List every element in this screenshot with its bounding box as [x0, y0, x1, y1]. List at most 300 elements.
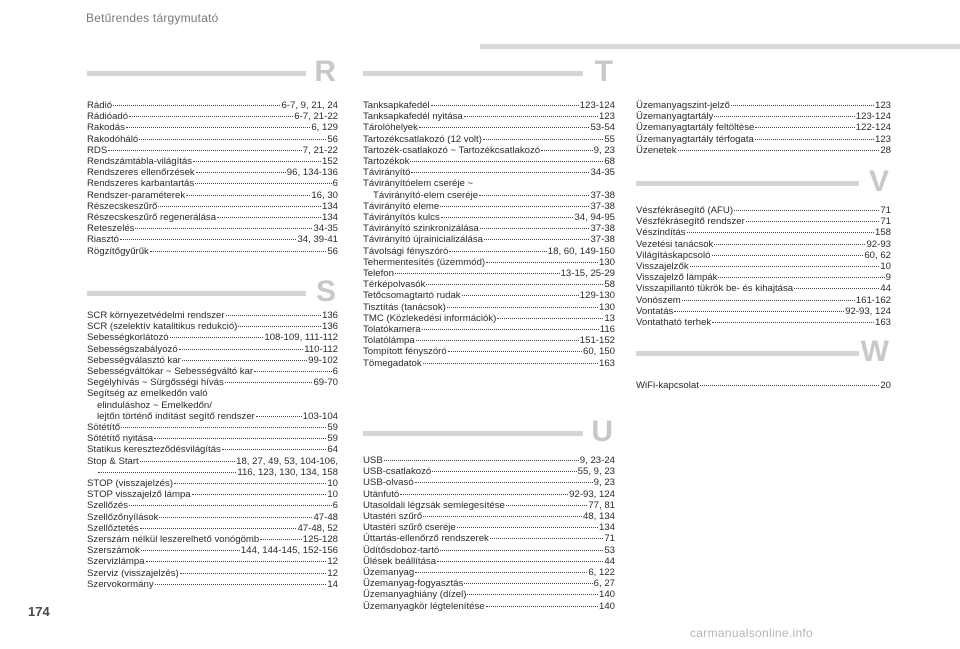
index-entry [363, 212, 615, 223]
entry-leader-dots [423, 363, 598, 364]
index-entry [87, 489, 338, 500]
entry-pages: 13-15, 25-29 [560, 268, 615, 280]
entry-term: Tanksapkafedél [363, 100, 430, 111]
entry-leader-dots [129, 116, 293, 117]
entry-leader-dots [193, 161, 321, 162]
entry-pages: 13 [604, 312, 615, 324]
entry-term: Tartozékok [363, 156, 410, 168]
entry-pages: 6 [332, 500, 338, 512]
entry-term: Rendszer-paraméterek [87, 189, 186, 201]
index-entry [363, 134, 615, 145]
entry-term: Vontatás [636, 305, 674, 317]
section-header-u [363, 415, 615, 455]
entry-term: Rakodás [87, 122, 125, 134]
entry-pages: 47-48, 52 [297, 522, 338, 534]
entry-leader-dots [480, 228, 590, 229]
entry-term: Visszajelző lámpák [636, 272, 718, 284]
index-entry [363, 190, 615, 201]
entry-pages: 123 [874, 133, 891, 145]
entry-pages: 34, 94-95 [574, 212, 615, 224]
entry-term: Rendszeres ellenőrzések [87, 167, 195, 179]
index-entry [87, 456, 338, 467]
index-entry [636, 261, 891, 272]
entry-pages: 134 [598, 522, 615, 534]
entry-pages: 6, 122 [588, 567, 615, 579]
entry-term: Üzemanyagtartály feltöltése [636, 122, 755, 134]
entry-term: Visszajelzők [636, 261, 689, 273]
section-bar [636, 181, 859, 186]
entry-leader-dots [674, 311, 844, 312]
entry-term: Üzemanyag-fogyasztás [363, 578, 464, 590]
entry-pages: 134 [321, 200, 338, 212]
index-entry [87, 422, 338, 433]
entry-pages: 71 [880, 216, 891, 228]
entry-leader-dots [120, 239, 296, 240]
section-header-t [363, 55, 615, 95]
entry-pages: 134 [321, 212, 338, 224]
index-entry [363, 466, 615, 477]
entry-term: Távolsági fényszóró [363, 245, 449, 257]
entry-term: Vezetési tanácsok [636, 238, 714, 250]
entry-term: Szellőzés [87, 500, 129, 512]
entry-pages: 64 [327, 444, 338, 456]
index-entry [636, 227, 891, 238]
entry-pages: 103-104 [302, 410, 338, 422]
entry-leader-dots [464, 583, 592, 584]
entry-pages: 37-38 [590, 189, 615, 201]
entry-term: Tisztítás (tanácsok) [363, 301, 446, 313]
entry-term: Úttartás-ellenőrző rendszerek [363, 533, 489, 545]
entry-leader-dots [448, 351, 582, 352]
index-entry [363, 313, 615, 324]
entry-leader-dots [440, 550, 603, 551]
entry-pages: 56 [327, 133, 338, 145]
index-entry [363, 167, 615, 178]
entry-leader-dots [108, 150, 302, 151]
index-entry [636, 272, 891, 283]
entry-pages: 53 [604, 544, 615, 556]
entry-pages: 116 [599, 324, 615, 336]
entry-term: Távirányítós kulcs [363, 212, 440, 224]
index-entry [87, 156, 338, 167]
entry-term: TMC (Közlekedési információk) [363, 312, 497, 324]
entry-pages: 34-35 [313, 223, 338, 235]
entry-term: Tartozékcsatlakozó (12 volt) [363, 133, 482, 145]
entry-term: Szellőztetés [87, 522, 139, 534]
entry-term: USB-olvasó [363, 477, 414, 489]
entry-term: Vészfékrásegítő (AFU) [636, 205, 734, 216]
index-entry [87, 366, 338, 377]
entry-term: Szerszámok [87, 545, 140, 557]
entry-pages: 6 [332, 178, 338, 190]
entry-term: lejtőn történő indítást segítő rendszer [97, 410, 255, 422]
entry-term: Segélyhívás ~ Sürgősségi hívás [87, 377, 224, 389]
entry-leader-dots [129, 505, 332, 506]
entry-leader-dots [441, 217, 574, 218]
entry-term: Reteszelés [87, 223, 135, 235]
entry-leader-dots [254, 371, 332, 372]
entry-leader-dots [182, 360, 307, 361]
entry-pages: 77, 81 [588, 499, 615, 511]
index-entry [636, 111, 891, 122]
section-letter: T [594, 55, 613, 88]
entry-pages: 161-162 [855, 294, 891, 306]
index-entry [363, 489, 615, 500]
index-entry [87, 201, 338, 212]
entry-term: Távirányítóelem cseréje ~ [363, 178, 474, 190]
entry-leader-dots [714, 116, 854, 117]
index-entry [87, 111, 338, 122]
index-entry [87, 568, 338, 579]
section-entries-u [363, 455, 615, 612]
entry-leader-dots [410, 161, 603, 162]
index-entry [363, 556, 615, 567]
entry-pages: 116, 123, 130, 134, 158 [237, 466, 338, 478]
entry-pages: 14 [327, 578, 338, 590]
entry-pages: 125-128 [302, 534, 338, 546]
entry-term: USB [363, 455, 383, 466]
entry-term: Rendszámtábla-világítás [87, 156, 193, 168]
entry-term: Sebességkorlátozó [87, 332, 169, 344]
entry-pages: 71 [880, 205, 891, 216]
entry-leader-dots [226, 315, 321, 316]
index-entry [87, 500, 338, 511]
entry-term: Tolatókamera [363, 324, 421, 336]
index-entry [87, 388, 338, 399]
entry-leader-dots [423, 516, 582, 517]
index-entry [87, 190, 338, 201]
entry-pages: 99-102 [308, 354, 338, 366]
entry-term: Sebességszabályozó [87, 343, 178, 355]
entry-leader-dots [490, 538, 603, 539]
index-entry [363, 533, 615, 544]
index-entry [87, 377, 338, 388]
entry-term: Üzenetek [636, 144, 677, 156]
entry-term: STOP (visszajelzés) [87, 478, 174, 490]
index-entry [363, 455, 615, 466]
entry-leader-dots [541, 150, 593, 151]
entry-term: Távirányító szinkronizálása [363, 223, 479, 235]
entry-leader-dots [422, 329, 599, 330]
index-entry [363, 257, 615, 268]
entry-leader-dots [395, 273, 560, 274]
entry-pages: 122-124 [855, 122, 891, 134]
entry-pages: 18, 27, 49, 53, 104-106, [236, 455, 338, 467]
entry-pages: 9, 23 [593, 477, 615, 489]
entry-pages: 144, 144-145, 152-156 [240, 545, 338, 557]
index-entry [363, 500, 615, 511]
entry-leader-dots [483, 139, 603, 140]
entry-leader-dots [180, 573, 327, 574]
entry-leader-dots [746, 221, 880, 222]
section-entries-v [636, 205, 891, 328]
index-entry [636, 216, 891, 227]
entry-leader-dots [755, 127, 854, 128]
entry-pages: 92-93, 124 [845, 305, 891, 317]
section-letter: V [868, 165, 889, 198]
entry-leader-dots [150, 251, 326, 252]
entry-pages: 37-38 [590, 200, 615, 212]
entry-pages: 140 [598, 600, 615, 612]
entry-term: Szellőzőnyílások [87, 511, 159, 523]
section-letter: U [591, 415, 613, 448]
index-entry [87, 344, 338, 355]
entry-leader-dots [687, 232, 874, 233]
entry-pages: 9, 23 [593, 144, 615, 156]
entry-leader-dots [700, 385, 879, 386]
entry-leader-dots [139, 139, 326, 140]
index-entry [363, 178, 615, 189]
section-header-w [636, 335, 891, 375]
entry-term: Sebességválasztó kar [87, 354, 181, 366]
index-entry [87, 433, 338, 444]
entry-term: Tárolóhelyek [363, 122, 418, 134]
entry-leader-dots [225, 382, 313, 383]
entry-term: Sebességváltókar ~ Sebességváltó kar [87, 366, 254, 378]
entry-leader-dots [179, 349, 304, 350]
entry-leader-dots [426, 284, 603, 285]
entry-term: Utastéri szűrő [363, 511, 423, 523]
entry-term: Térképolvasók [363, 279, 426, 291]
entry-leader-dots [437, 561, 603, 562]
section-header-v [636, 165, 891, 205]
entry-term: Telefon [363, 268, 394, 280]
entry-leader-dots [794, 288, 879, 289]
entry-leader-dots [192, 494, 327, 495]
entry-pages: 123 [598, 111, 615, 123]
entry-leader-dots [146, 561, 327, 562]
section-bar [87, 291, 306, 296]
entry-pages: 92-93 [866, 238, 891, 250]
entry-leader-dots [712, 322, 874, 323]
entry-term: Üzemanyagkör légtelenítése [363, 600, 485, 612]
index-entry [87, 145, 338, 156]
entry-pages: 20 [880, 380, 891, 391]
entry-leader-dots [174, 483, 326, 484]
entry-pages: 123 [874, 100, 891, 111]
index-entry [363, 290, 615, 301]
index-entry [636, 134, 891, 145]
entry-pages: 10 [327, 489, 338, 501]
entry-leader-dots [440, 206, 589, 207]
entry-leader-dots [141, 550, 240, 551]
entry-pages: 123-124 [855, 111, 891, 123]
index-entry [636, 250, 891, 261]
section-bar [363, 71, 583, 76]
index-entry [636, 295, 891, 306]
entry-leader-dots [712, 255, 864, 256]
entry-term: elinduláshoz ~ Emelkedőn/ [97, 399, 212, 411]
entry-leader-dots [484, 239, 589, 240]
entry-leader-dots [486, 262, 598, 263]
entry-term: Vészfékrásegítő rendszer [636, 216, 745, 228]
entry-leader-dots [497, 318, 603, 319]
entry-leader-dots [714, 244, 865, 245]
entry-pages: 44 [880, 283, 891, 295]
entry-pages: 152 [321, 156, 338, 168]
entry-pages: 59 [327, 422, 338, 434]
section-entries-u-cont [636, 100, 891, 156]
index-entry [363, 223, 615, 234]
index-entry [363, 268, 615, 279]
entry-pages: 71 [604, 533, 615, 545]
entry-leader-dots [467, 594, 598, 595]
index-entry [636, 239, 891, 250]
entry-pages: 7, 21-22 [302, 144, 338, 156]
entry-pages: 56 [327, 245, 338, 257]
entry-leader-dots [98, 472, 236, 473]
entry-leader-dots [121, 427, 326, 428]
entry-leader-dots [411, 172, 589, 173]
entry-pages: 12 [327, 567, 338, 579]
entry-term: Szervizlámpa [87, 556, 145, 568]
section-letter: R [314, 55, 336, 88]
entry-leader-dots [195, 183, 331, 184]
index-entry [87, 246, 338, 257]
entry-term: Vontatható terhek [636, 317, 712, 329]
index-entry [363, 578, 615, 589]
entry-leader-dots [415, 482, 593, 483]
entry-leader-dots [416, 340, 579, 341]
index-entry [87, 167, 338, 178]
index-entry [363, 511, 615, 522]
entry-leader-dots [479, 195, 589, 196]
entry-term: Utastéri szűrő cseréje [363, 522, 456, 534]
entry-term: Részecskeszűrő regenerálása [87, 212, 217, 224]
section-bar [87, 71, 306, 76]
entry-leader-dots [506, 505, 587, 506]
entry-leader-dots [256, 416, 302, 417]
entry-leader-dots [431, 105, 579, 106]
index-entry [87, 444, 338, 455]
index-entry [87, 545, 338, 556]
entry-leader-dots [457, 527, 598, 528]
index-entry [363, 477, 615, 488]
entry-term: Tolatólámpa [363, 335, 415, 347]
entry-term: Üzemanyag [363, 567, 415, 579]
entry-leader-dots [196, 172, 286, 173]
index-entry [87, 310, 338, 321]
entry-pages: 55 [604, 133, 615, 145]
section-entries-s [87, 310, 338, 590]
index-entry [636, 205, 891, 216]
entry-term: Rádióadó [87, 111, 129, 123]
index-entry [363, 100, 615, 111]
index-entry [87, 512, 338, 523]
index-entry [87, 321, 338, 332]
entry-pages: 136 [321, 310, 338, 321]
page-number: 174 [28, 604, 50, 619]
entry-term: Üzemanyaghiány (dízel) [363, 589, 467, 601]
entry-term: Utasoldali légzsák semlegesítése [363, 499, 505, 511]
entry-pages: 48, 134 [582, 511, 615, 523]
entry-term: Stop & Start [87, 455, 139, 467]
entry-term: Távirányító [363, 167, 411, 179]
index-entry [363, 156, 615, 167]
entry-pages: 18, 60, 149-150 [547, 245, 615, 257]
index-entry [363, 246, 615, 257]
index-entry [363, 589, 615, 600]
index-entry [87, 122, 338, 133]
entry-pages: 60, 62 [864, 249, 891, 261]
entry-pages: 28 [880, 144, 891, 156]
entry-leader-dots [682, 300, 855, 301]
entry-leader-dots [135, 228, 312, 229]
entry-pages: 6 [332, 366, 338, 378]
entry-leader-dots [734, 210, 879, 211]
index-entry [363, 522, 615, 533]
entry-pages: 53-54 [590, 122, 615, 134]
entry-term: RDS [87, 144, 108, 156]
entry-term: Rendszeres karbantartás [87, 178, 195, 190]
entry-term: Rádió [87, 100, 113, 111]
entry-leader-dots [447, 307, 598, 308]
entry-leader-dots [260, 539, 302, 540]
entry-term: Szerszám nélkül leszerelhető vonógömb [87, 534, 260, 546]
entry-pages: 140 [598, 589, 615, 601]
entry-leader-dots [462, 295, 579, 296]
index-entry [636, 380, 891, 391]
entry-term: Szerviz (visszajelzés) [87, 567, 179, 579]
entry-pages: 92-93, 124 [569, 488, 615, 500]
entry-term: Üzemanyagszint-jelző [636, 100, 730, 111]
entry-pages: 96, 134-136 [286, 167, 338, 179]
entry-leader-dots [113, 105, 280, 106]
entry-term: Visszapillantó tükrök be- és kihajtása [636, 283, 794, 295]
entry-leader-dots [384, 460, 579, 461]
entry-term: USB-csatlakozó [363, 466, 432, 478]
index-entry [87, 332, 338, 343]
index-entry [636, 145, 891, 156]
index-entry [363, 601, 615, 612]
entry-pages: 44 [604, 555, 615, 567]
entry-term: Utánfutó [363, 488, 400, 500]
entry-leader-dots [140, 528, 297, 529]
entry-leader-dots [238, 326, 321, 327]
entry-term: Statikus kereszteződésvilágítás [87, 444, 221, 456]
entry-pages: 6-7, 9, 21, 24 [281, 100, 338, 111]
entry-leader-dots [170, 337, 264, 338]
entry-term: Tömegadatok [363, 357, 422, 369]
entry-term: Üdítősdoboz-tartó [363, 544, 440, 556]
entry-pages: 163 [598, 357, 615, 369]
index-entry [363, 324, 615, 335]
index-entry [636, 100, 891, 111]
index-entry [87, 411, 338, 422]
entry-leader-dots [755, 139, 874, 140]
section-entries-w [636, 380, 891, 391]
entry-term: Távirányító-elem cseréje [373, 189, 479, 201]
entry-term: Szervokormány [87, 578, 154, 590]
index-entry [636, 306, 891, 317]
entry-pages: 10 [880, 261, 891, 273]
entry-pages: 55, 9, 23 [577, 466, 615, 478]
entry-term: Tanksapkafedél nyitása [363, 111, 463, 123]
entry-leader-dots [690, 266, 880, 267]
entry-leader-dots [419, 127, 590, 128]
index-entry [87, 523, 338, 534]
entry-leader-dots [158, 206, 321, 207]
entry-pages: 163 [874, 317, 891, 329]
index-entry [636, 122, 891, 133]
section-letter: S [315, 275, 336, 308]
entry-pages: 68 [604, 156, 615, 168]
entry-pages: 12 [327, 556, 338, 568]
entry-term: Tetőcsomagtartó rudak [363, 290, 461, 302]
entry-leader-dots [718, 277, 884, 278]
entry-leader-dots [155, 584, 327, 585]
entry-term: Távirányító eleme [363, 200, 440, 212]
